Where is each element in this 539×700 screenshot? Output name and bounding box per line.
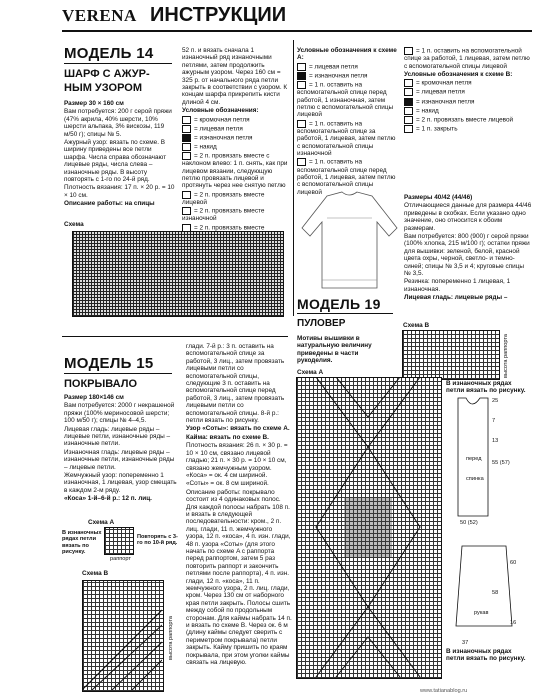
- dim-6: 58: [492, 590, 499, 596]
- dim-3: 13: [492, 438, 499, 444]
- model-19-motif-note: Мотивы вышивки в натуральную величину приведены в части рукоделия.: [297, 335, 372, 365]
- dim-2: 7: [492, 418, 496, 424]
- edge-stitch-icon: [182, 116, 191, 124]
- col3-legend-title: Условные обозначения к схеме A:: [297, 47, 397, 62]
- legend-item: = лицевая петля: [182, 125, 290, 133]
- model-19-sizes: Размеры 40/42 (44/46): [404, 194, 473, 201]
- model-14-work: Описание работы: на спицы: [64, 200, 155, 208]
- cable-front-purl-icon: [297, 81, 306, 89]
- model-19-purl-note-2: В изнаночных рядах петли вязать по рисунку.: [446, 648, 526, 663]
- model-19-scheme-b: [402, 330, 500, 380]
- legend-item: = изнаночная петля: [404, 98, 532, 106]
- model-19-rapport-label: высота раппорта: [503, 334, 509, 378]
- model-14-col2: [182, 47, 290, 240]
- legend-item: = лицевая петля: [297, 63, 397, 71]
- model-15-col2: [186, 343, 292, 667]
- cable-back-knit-icon: [404, 47, 413, 55]
- col3-legend: [297, 47, 397, 197]
- column-divider: [293, 40, 294, 316]
- legend-item: = лицевая петля: [404, 88, 532, 96]
- model-19-needs: Вам потребуется: 800 (900) г серой пряжи (100% хлопка, 215 м/100 г); остатки пряжи для вышивки: зеленой, белой, красной цвета охры, черной, светло- и темно-синей; спицы № 3,5 и 4; круговые спицы № 3,5.: [404, 233, 530, 278]
- yarn-over-icon: [182, 143, 191, 151]
- model-15-stitch2: Изнаночная гладь: лицевые ряды – изнаночные петли, изнаночные ряды – лицевые петли.: [64, 448, 175, 471]
- legend-item: = 2 п. провязать вместе: [182, 224, 290, 240]
- legend-item: = накид: [404, 107, 532, 115]
- model-19-rib: Резинка: попеременно 1 лицевая, 1 изнаночная.: [404, 278, 511, 293]
- model-15-kaima: Кайма: вязать по схеме B.: [186, 433, 269, 441]
- cable-pattern-overlay: [296, 377, 440, 677]
- model-15-stitch1: Лицевая гладь: лицевые ряды – лицевые петли, изнаночные ряды – изнаночные петли.: [64, 425, 171, 448]
- model-15-scheme-a-note: В изнаночных рядах петли вязать по рисунку.: [62, 530, 102, 556]
- legend-item: = 2 п. провязать вместе изнаночной: [182, 207, 265, 223]
- model-15-size: Размер 180×146 см: [64, 394, 124, 401]
- model-15-density: Плотность вязания: 26 п. × 30 р. = 10 × 10 см, связано лицевой гладью; 21 п. × 30 р. = 10 × 10 см, связано жемчужным узором. «Коса» = ок. 4 см шириной.: [186, 442, 288, 479]
- model-14-text: [64, 100, 176, 209]
- model-14-chart: [72, 231, 284, 317]
- model-19-scheme-a-label: Схема A: [297, 369, 324, 376]
- model-19-title: МОДЕЛЬ 19: [297, 296, 381, 312]
- cable-back-purl-icon: [297, 120, 306, 128]
- model-19-subtitle: ПУЛОВЕР: [297, 318, 346, 329]
- back-label: спинка: [466, 476, 484, 482]
- model-14-size: Размер 30 × 160 см: [64, 100, 124, 107]
- yarn-over-icon: [404, 107, 413, 115]
- knit-stitch-icon: [404, 88, 413, 96]
- model-15-sota-width: «Соты» = ок. 8 см шириной.: [186, 480, 269, 488]
- model-15-rapport-height: высота раппорта: [168, 616, 174, 660]
- purl-stitch-icon: [182, 134, 191, 142]
- brand-logo: VERENA: [62, 6, 137, 25]
- decrease-left-icon: [182, 152, 191, 160]
- legend-item: = 2 п. провязать вместе лицевой: [182, 191, 265, 206]
- model-15-scheme-b-label: Схема B: [82, 570, 109, 577]
- legend-item: = 2 п. провязать вместе с наклоном влево: 1 п. снять, как при лицевом вязании, следующую петлю провязать лицевой и протянуть через нее снятую петлю: [182, 152, 288, 190]
- legend-item: = 1 п. закрыть: [404, 125, 532, 133]
- legend-item: = кромочная петля: [182, 116, 290, 124]
- knit-stitch-icon: [182, 125, 191, 133]
- legend-item: = 2 п. провязать вместе лицевой: [404, 116, 532, 124]
- model-15-rapport: раппорт: [110, 556, 131, 562]
- model-19-scheme-b-label: Схема B: [403, 322, 430, 329]
- dim-5: 55 (57): [492, 460, 510, 466]
- legend-item: = 1 п. оставить на вспомогательной спице за работой, 1 лицевая, затем петлю с вспомогательной спицы изнаночной: [297, 120, 396, 158]
- model-14-col2-text: 52 п. и вязать сначала 1 изнаночный ряд изнаночными петлями, затем продолжить ажурным узором. Через 160 см = 325 р. от начального ряда петли закрыть в соответствии с узором. К концам шарфа прикрепить кисти длиной 4 см.: [182, 47, 288, 106]
- model-14-density: Плотность вязания: 17 п. × 20 р. = 10 × 10 см.: [64, 184, 175, 199]
- bind-off-icon: [404, 125, 413, 133]
- sweater-illustration: [297, 188, 402, 296]
- model-15-subtitle: ПОКРЫВАЛО: [64, 378, 138, 390]
- legend-item: = изнаночная петля: [182, 134, 290, 142]
- model-14-rule: [64, 63, 172, 64]
- page-title: ИНСТРУКЦИИ: [150, 4, 287, 26]
- model-14-chart-label: Схема: [64, 221, 84, 228]
- dim-8: 60: [510, 560, 517, 566]
- legend-item: = 1 п. оставить на вспомогательной спице перед работой, 1 лицевая, затем петлю с вспомогательной спицы лицевой: [297, 159, 396, 196]
- legend-item: = кромочная петля: [404, 79, 532, 87]
- model-15-scheme-a: [104, 527, 134, 555]
- col4-text: [404, 47, 532, 134]
- dim-4: 50 (52): [460, 520, 478, 526]
- model-15-title: МОДЕЛЬ 15: [64, 355, 154, 372]
- model-15-col2-text: глади. 7-й р.: 3 п. оставить на вспомогательной спице за работой, 3 лиц., затем провязать лицевыми петли со вспомогательной спицы, следующие 3 п. оставить на вспомогательной спице перед работой, 3 лиц., затем провязать лицевыми петли со вспомогательной спицы. 8-й р.: петли вязать по рисунку.: [186, 343, 285, 425]
- model-19-purl-note: В изнаночных рядах петли вязать по рисунку.: [446, 380, 526, 395]
- watermark: www.tatianablog.ru: [420, 688, 468, 694]
- sleeve-label: рукав: [474, 610, 489, 616]
- legend-item: = накид: [182, 143, 290, 151]
- model-15-kosa: «Коса» 1-й–6-й р.: 12 п. лиц.: [64, 495, 152, 503]
- legend-item: = изнаночная петля: [297, 72, 397, 80]
- purl-stitch-icon: [404, 98, 413, 106]
- dim-7: 37: [462, 640, 469, 646]
- model-14-subtitle-2: НЫМ УЗОРОМ: [64, 82, 142, 94]
- dim-1: 25: [492, 398, 499, 404]
- model-19-stockinette: Лицевая гладь: лицевые ряды –: [404, 294, 508, 302]
- cable-front-knit-icon: [297, 158, 306, 166]
- model-15-text: [64, 394, 178, 504]
- legend-item: = 1 п. оставить на вспомогательной спице перед работой, 1 изнаночная, затем петлю с вспомогательной спицы лицевой: [297, 81, 394, 119]
- model-14-title: МОДЕЛЬ 14: [64, 45, 154, 62]
- col4-legend-b-title: Условные обозначения к схеме B:: [404, 70, 513, 78]
- model-15-work: Описание работы: покрывало состоит из 4 одинаковых полос. Для каждой полосы набрать 108 п. и вязать в следующей последовательности: кром., 2 п. лиц. глади, 11 п. жемчужного узора, 12 п. «коса», 4 п. изн. глади, 48 п. узора «Соты» (для этого начать по схеме A с раппорта перед раппортом, затем 5 раз повторить раппорт и закончить петлями после раппорта), 4 п. изн. глади, 12 п. «коса», 11 п. жемчужного узора, 2 п. лиц. глади, кром. Через 130 см от наборного края петли закрыть. Полосы сшить между собой по продольным сторонам. Для каймы набрать 14 п. и вязать по схеме B. Через ок. 6 м (длину каймы следует сверить с периметром покрывала) петли закрыть. Кайму пришить по краям покрывала, при этом уголки каймы связать на лицевую.: [186, 488, 292, 667]
- dim-9: 16: [510, 620, 517, 626]
- model-19-sizes-note: Отличающиеся данные для размера 44/46 приведены в скобках. Если указано одно значение, оно относится к обоим размерам.: [404, 202, 532, 232]
- model-15-sota: Узор «Соты»: вязать по схеме A.: [186, 425, 290, 433]
- legend-item: = 1 п. оставить на вспомогательной спице за работой, 1 лицевая, затем петлю с вспомогательной спицы лицевой: [404, 47, 530, 70]
- model-15-scheme-a-repeat: Повторять с 3-го по 10-й ряд.: [137, 534, 178, 547]
- model-14-pattern: Ажурный узор: вязать по схеме. В ширину приведены все петли шарфа. Числа справа обозначают лицевые ряды, числа слева – изнаночные ряды. В высоту повторять с 1-го по 24-й ряд.: [64, 139, 167, 184]
- model-15-top-rule: [62, 336, 288, 337]
- model-14-needs: Вам потребуется: 200 г серой пряжи (47% акрила, 40% шерсти, 10% шерсти альпака, 3% вискозы, 119 м/50 г); спицы № 5.: [64, 108, 172, 138]
- front-label: перед: [466, 456, 482, 462]
- header-rule: [62, 30, 532, 32]
- model-14-legend-title: Условные обозначения:: [182, 107, 259, 115]
- border-pattern-overlay: [82, 580, 162, 690]
- model-19-rule: [297, 313, 393, 314]
- knit-stitch-icon: [297, 63, 306, 71]
- model-15-scheme-a-label: Схема A: [88, 519, 115, 526]
- purl-stitch-icon: [297, 72, 306, 80]
- decrease-knit-icon: [182, 191, 191, 199]
- model-19-details: [404, 194, 532, 303]
- model-15-pearl: Жемчужный узор: попеременно 1 изнаночная, 1 лицевая, узор смещать в каждом 2-м ряду.: [64, 472, 177, 494]
- model-14-subtitle-1: ШАРФ С АЖУР-: [64, 68, 150, 80]
- model-15-rule: [64, 373, 172, 374]
- decrease-knit-icon: [404, 116, 413, 124]
- model-15-needs: Вам потребуется: 2000 г некрашеной пряжи (100% мериносовой шерсти; 100 м/50 г); спицы № 4–4,5.: [64, 402, 175, 425]
- edge-stitch-icon: [404, 79, 413, 87]
